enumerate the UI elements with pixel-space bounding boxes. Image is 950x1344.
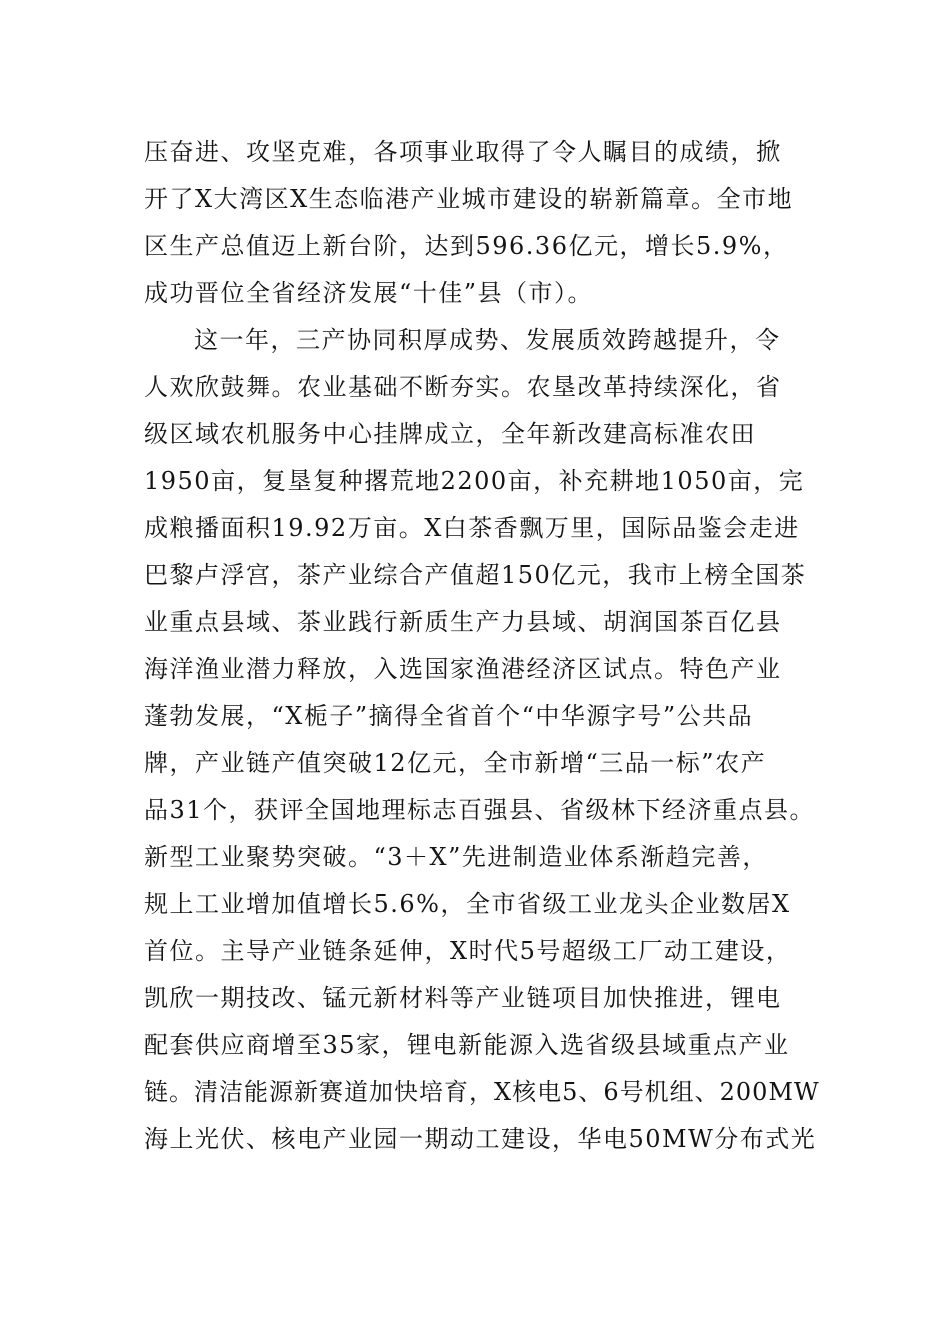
text-line: 新型工业聚势突破。“3＋X”先进制造业体系渐趋完善， xyxy=(144,843,768,871)
body-text xyxy=(144,129,824,1163)
text-line: 首位。主导产业链条延伸，X时代5号超级工厂动工建设， xyxy=(144,937,792,965)
text-line: 巴黎卢浮宫，茶产业综合产值超150亿元，我市上榜全国茶 xyxy=(144,561,807,589)
text-line: 链。清洁能源新赛道加快培育，X核电5、6号机组、200MW xyxy=(144,1078,820,1106)
text-line: 海洋渔业潜力释放，入选国家渔港经济区试点。特色产业 xyxy=(144,655,782,683)
text-line: 海上光伏、核电产业园一期动工建设，华电50MW分布式光 xyxy=(144,1125,817,1153)
paragraph-first-line: 这一年，三产协同积厚成势、发展质效跨越提升，令 xyxy=(194,326,781,354)
text-line: 牌，产业链产值突破12亿元，全市新增“三品一标”农产 xyxy=(144,749,767,777)
text-line: 凯欣一期技改、锰元新材料等产业链项目加快推进，锂电 xyxy=(144,984,782,1012)
text-line: 品31个，获评全国地理标志百强县、省级林下经济重点县。 xyxy=(144,796,816,824)
text-line: 成粮播面积19.92万亩。X白茶香飘万里，国际品鉴会走进 xyxy=(144,514,800,542)
text-line: 配套供应商增至35家，锂电新能源入选省级县域重点产业 xyxy=(144,1031,790,1059)
text-line: 成功晋位全省经济发展“十佳”县（市）。 xyxy=(144,279,594,307)
text-line: 业重点县域、茶业践行新质生产力县域、胡润国茶百亿县 xyxy=(144,608,782,636)
text-line: 蓬勃发展，“X栀子”摘得全省首个“中华源字号”公共品 xyxy=(144,702,754,730)
text-line: 规上工业增加值增长5.6%，全市省级工业龙头企业数居X xyxy=(144,890,791,918)
text-line: 区生产总值迈上新台阶，达到596.36亿元，增长5.9%， xyxy=(144,232,789,260)
text-line: 压奋进、攻坚克难，各项事业取得了令人瞩目的成绩，掀 xyxy=(144,138,782,166)
text-line: 人欢欣鼓舞。农业基础不断夯实。农垦改革持续深化，省 xyxy=(144,373,782,401)
text-line: 开了X大湾区X生态临港产业城市建设的崭新篇章。全市地 xyxy=(144,185,794,213)
text-line: 级区域农机服务中心挂牌成立，全年新改建高标准农田 xyxy=(144,420,756,448)
text-line: 1950亩，复垦复种撂荒地2200亩，补充耕地1050亩，完 xyxy=(144,467,805,495)
